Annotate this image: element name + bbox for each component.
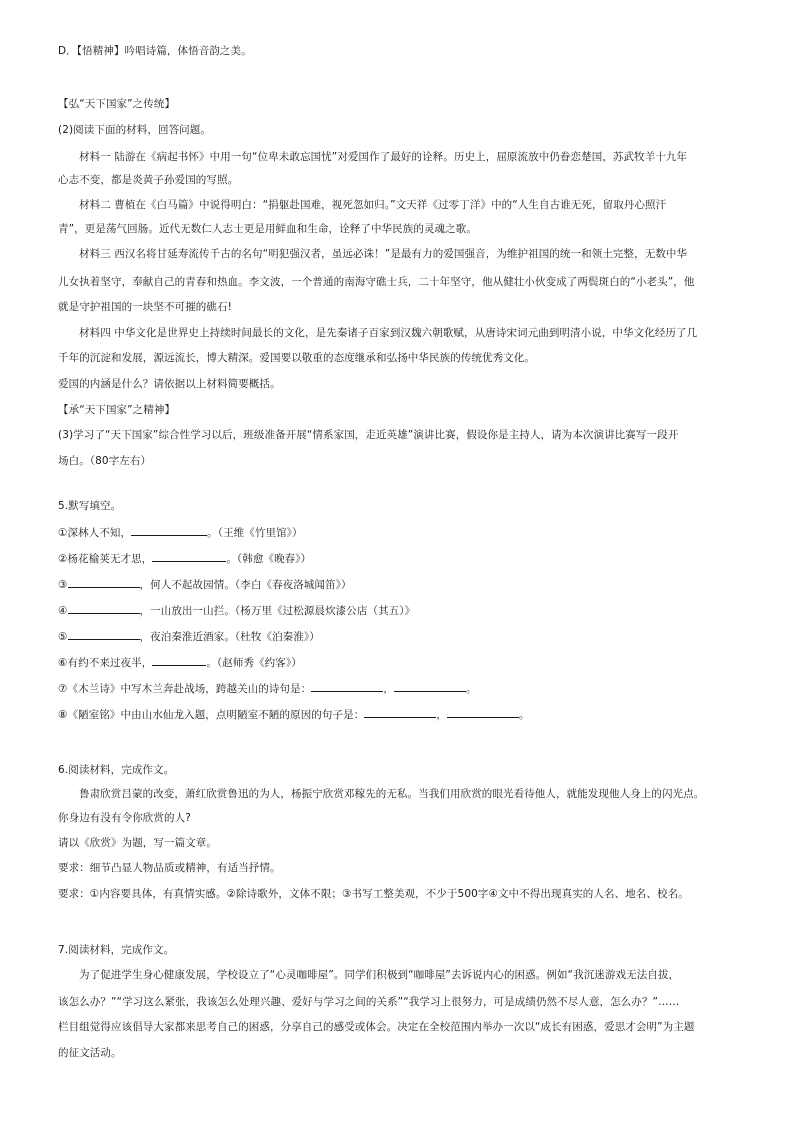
- fill-blank-2: [58, 551, 738, 566]
- answer-blank[interactable]: [68, 603, 140, 614]
- answer-blank[interactable]: [68, 577, 140, 588]
- fill-blank-8-lead: ⑧《陋室铭》中由山水仙龙入题，点明陋室不陋的原因的句子是：: [58, 709, 365, 721]
- fill-blank-8: [58, 707, 738, 722]
- fill-blank-7-lead: ⑦《木兰诗》中写木兰奔赴战场，跨越关山的诗句是：: [58, 683, 312, 695]
- answer-blank[interactable]: [447, 707, 519, 718]
- question-3-line-2: 场白。（80字左右）: [58, 455, 152, 467]
- fill-blank-6: [58, 655, 738, 670]
- question-6-title: 6.阅读材料，完成作文。: [58, 764, 175, 776]
- fill-blank-3-source: ，何人不起故园情。（李白《春夜洛城闻笛》）: [139, 579, 352, 591]
- question-6-line-1: 鲁肃欣赏吕蒙的改变，萧红欣赏鲁迅的为人，杨振宁欣赏邓稼先的无私。当我们用欣赏的眼光看待他人，就能发现他人身上的闪光点。: [79, 788, 705, 800]
- fill-blank-6-lead: ⑥有约不来过夜半，: [58, 657, 153, 669]
- question-5-title: 5.默写填空。: [58, 500, 122, 512]
- fill-blank-7-end: 。: [465, 683, 477, 695]
- fill-blank-5: [58, 629, 738, 644]
- fill-blank-4-lead: ④: [58, 605, 68, 617]
- fill-blank-2-source: 。（韩愈《晚春》）: [226, 553, 312, 565]
- question-7-line-3: 栏目组觉得应该倡导大家都来思考自己的困惑，分享自己的感受或体会。决定在全校范围内举办一次以“成长有困惑，爱思才会明”为主题: [58, 1021, 695, 1033]
- fill-blank-1-source: 。（王维《竹里馆》）: [207, 527, 303, 539]
- option-d: D．【悟精神】吟唱诗篇，体悟音韵之美。: [58, 45, 252, 57]
- question-3-line-1: (3)学习了“天下国家”综合性学习以后，班级准备开展“情系家国，走近英雄”演讲比赛，假设你是主持人，请为本次演讲比赛写一段开: [58, 429, 679, 441]
- fill-blank-1-lead: ①深林人不知，: [58, 527, 132, 539]
- material-1-line-2: 心志不变，都是炎黄子孙爱国的写照。: [58, 174, 239, 186]
- question-7-line-1: 为了促进学生身心健康发展，学校设立了“心灵咖啡屋”。同学们积极到“咖啡屋”去诉说内心的困惑。例如“我沉迷游戏无法自拔，: [79, 969, 680, 981]
- fill-blank-6-source: 。（赵师秀《约客》）: [206, 657, 302, 669]
- material-2-line-2: 青”，更是荡气回肠。近代无数仁人志士更是用鲜血和生命，诠释了中华民族的灵魂之歌。: [58, 223, 477, 235]
- material-2-line-1: 材料二 曹植在《白马篇》中说得明白：“捐躯赴国难，视死忽如归。”文天祥《过零丁洋》中的“人生自古谁无死，留取丹心照汗: [79, 199, 667, 211]
- question-7-line-2: 该怎么办？”“学习这么紧张，我该怎么处理兴趣、爱好与学习之间的关系”“我学习上很努力，可是成绩仍然不尽人意，怎么办？”……: [58, 996, 680, 1008]
- section-heading-cheng: 【承“天下国家”之精神】: [58, 404, 176, 416]
- fill-blank-1: [58, 525, 738, 540]
- fill-blank-5-source: ，夜泊秦淮近酒家。（杜牧《泊秦淮》）: [139, 631, 320, 643]
- answer-blank[interactable]: [131, 525, 207, 536]
- fill-blank-7: [58, 681, 738, 696]
- answer-blank[interactable]: [152, 655, 206, 666]
- fill-blank-2-lead: ②杨花榆荚无才思，: [58, 553, 153, 565]
- answer-blank[interactable]: [68, 629, 140, 640]
- material-3-line-3: 就是守护祖国的一块坚不可摧的礁石!: [58, 301, 232, 313]
- question-6-line-4: 要求：细节凸显人物品质或精神，有适当抒情。: [58, 862, 281, 874]
- fill-blank-8-sep: ，: [436, 709, 447, 721]
- fill-blank-3-lead: ③: [58, 579, 68, 591]
- answer-blank[interactable]: [364, 707, 436, 718]
- fill-blank-5-lead: ⑤: [58, 631, 68, 643]
- section-heading-hong: 【弘“天下国家”之传统】: [58, 98, 176, 110]
- fill-blank-8-end: 。: [518, 709, 530, 721]
- material-4-line-1: 材料四 中华文化是世界史上持续时间最长的文化，是先秦诸子百家到汉魏六朝歌赋，从唐诗宋词元曲到明清小说，中华文化经历了几: [79, 327, 698, 339]
- fill-blank-7-sep: ，: [383, 683, 394, 695]
- answer-blank[interactable]: [394, 681, 466, 692]
- question-7-title: 7.阅读材料，完成作文。: [58, 944, 175, 956]
- question-7-line-4: 的征文活动。: [58, 1047, 122, 1059]
- question-6-line-2: 你身边有没有令你欣赏的人?: [58, 812, 191, 824]
- fill-blank-4: [58, 603, 738, 618]
- answer-blank[interactable]: [311, 681, 383, 692]
- material-4-line-2: 千年的沉淀和发展，源远流长，博大精深。爱国要以敬重的态度继承和弘扬中华民族的传统优秀文化。: [58, 352, 535, 364]
- fill-blank-4-source: ，一山放出一山拦。（杨万里《过松源晨炊漆公店（其五）》: [139, 605, 416, 617]
- question-2-prompt: (2)阅读下面的材料，回答问题。: [58, 124, 211, 136]
- question-2-text: 爱国的内涵是什么？请依据以上材料简要概括。: [58, 378, 281, 390]
- fill-blank-3: [58, 577, 738, 592]
- material-1-line-1: 材料一 陆游在《病起书怀》中用一句“位卑未敢忘国忧”对爱国作了最好的诠释。历史上，屈原流放中仍眷恋楚国，苏武牧羊十九年: [79, 151, 688, 163]
- material-3-line-2: 儿女执着坚守，奉献自己的青春和热血。李文波，一个普通的南海守礁士兵，二十年坚守，他从健壮小伙变成了两鬓斑白的“小老头”，他: [58, 276, 695, 288]
- material-3-line-1: 材料三 西汉名将甘延寿流传千古的名句“明犯强汉者，虽远必诛！”是最有力的爱国强音，为维护祖国的统一和领土完整，无数中华: [79, 248, 688, 260]
- answer-blank[interactable]: [152, 551, 226, 562]
- question-6-line-5: 要求：①内容要具体，有真情实感。②除诗歌外，文体不限；③书写工整美观，不少于500字④文中不得出现真实的人名、地名、校名。: [58, 888, 689, 900]
- question-6-line-3: 请以《欣赏》为题，写一篇文章。: [58, 837, 217, 849]
